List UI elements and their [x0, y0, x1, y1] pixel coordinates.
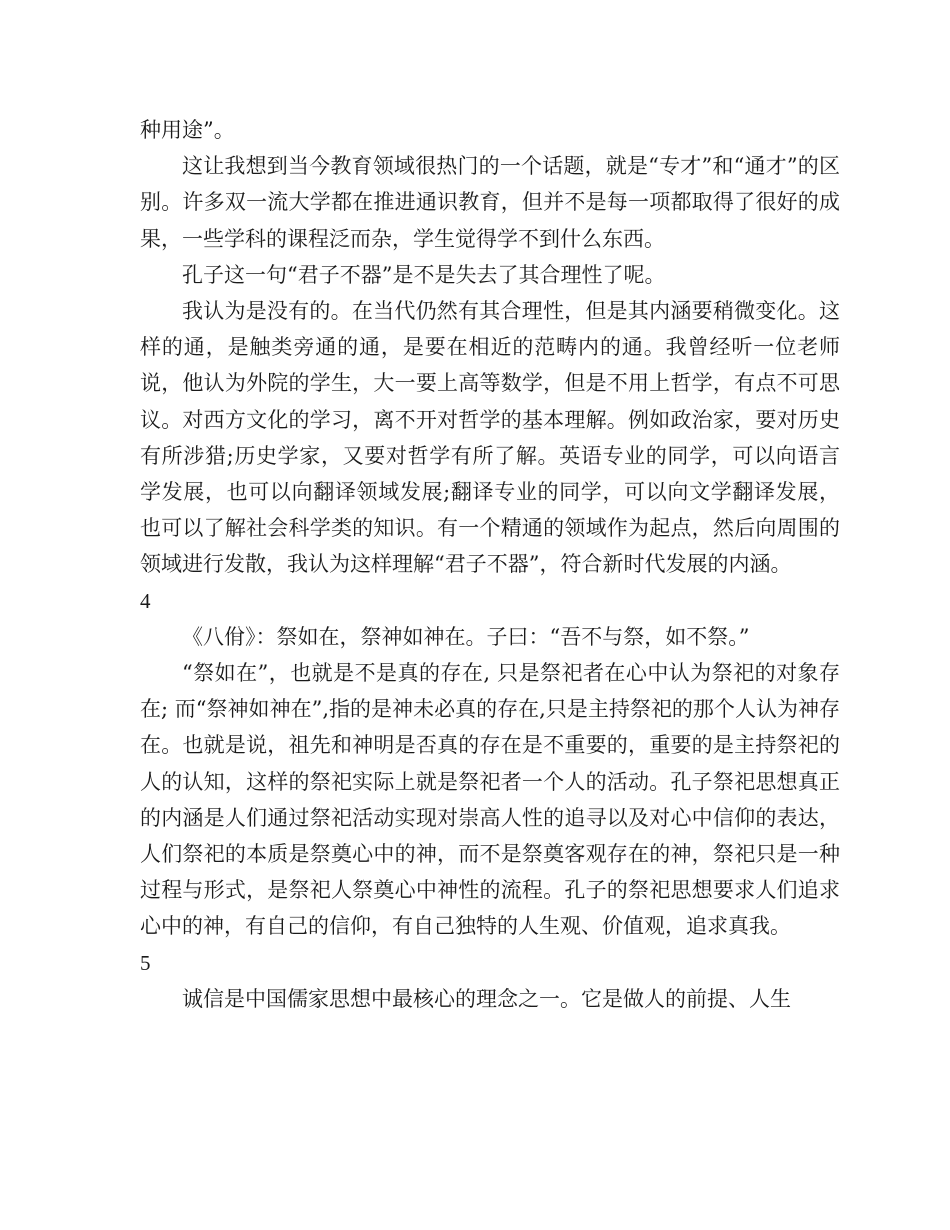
document-body — [140, 112, 840, 1017]
paragraph-text: 种用途”。 — [140, 118, 235, 142]
paragraph-text: 我认为是没有的。在当代仍然有其合理性，但是其内涵要稍微变化。这样的通，是触类旁通的通，是要在相近的范畴内的通。我曾经听一位老师说，他认为外院的学生，大一要上高等数学，但是不用上哲学，有点不可思议。对西方文化的学习，离不开对哲学的基本理解。例如政治家，要对历史有所涉猎;历史学家，又要对哲学有所了解。英语专业的同学，可以向语言学发展，也可以向翻译领域发展;翻译专业的同学，可以向文学翻译发展，也可以了解社会科学类的知识。有一个精通的领域作为起点，然后向周围的领域进行发散，我认为这样理解“君子不器”，符合新时代发展的内涵。 — [140, 299, 840, 577]
section-number: 5 — [140, 950, 151, 975]
paragraph-text: “祭如在”，也就是不是真的存在, 只是祭祀者在心中认为祭祀的对象存在; 而“祭神如神在”,指的是神未必真的存在,只是主持祭祀的那个人认为神存在。也就是说，祖先和神明是否真的存在是不重要的，重要的是主持祭祀的人的认知，这样的祭祀实际上就是祭祀者一个人的活动。孔子祭祀思想真正的内涵是人们通过祭祀活动实现对崇高人性的追寻以及对心中信仰的表达，人们祭祀的本质是祭奠心中的神，而不是祭奠客观存在的神，祭祀只是一种过程与形式，是祭祀人祭奠心中神性的流程。孔子的祭祀思想要求人们追求心中的神，有自己的信仰，有自己独特的人生观、价值观，追求真我。 — [140, 661, 840, 939]
paragraph-text: 这让我想到当今教育领域很热门的一个话题，就是“专才”和“通才”的区别。许多双一流大学都在推进通识教育，但并不是每一项都取得了很好的成果，一些学科的课程泛而杂，学生觉得学不到什么东西。 — [140, 154, 840, 251]
quotation-paragraph: 《八佾》：祭如在，祭神如神在。子曰：“吾不与祭，如不祭。” — [182, 624, 750, 649]
paragraph-text: 诚信是中国儒家思想中最核心的理念之一。它是做人的前提、人生 — [182, 986, 791, 1011]
section-number: 4 — [140, 588, 151, 613]
paragraph-text: 孔子这一句“君子不器”是不是失去了其合理性了呢。 — [182, 262, 666, 287]
